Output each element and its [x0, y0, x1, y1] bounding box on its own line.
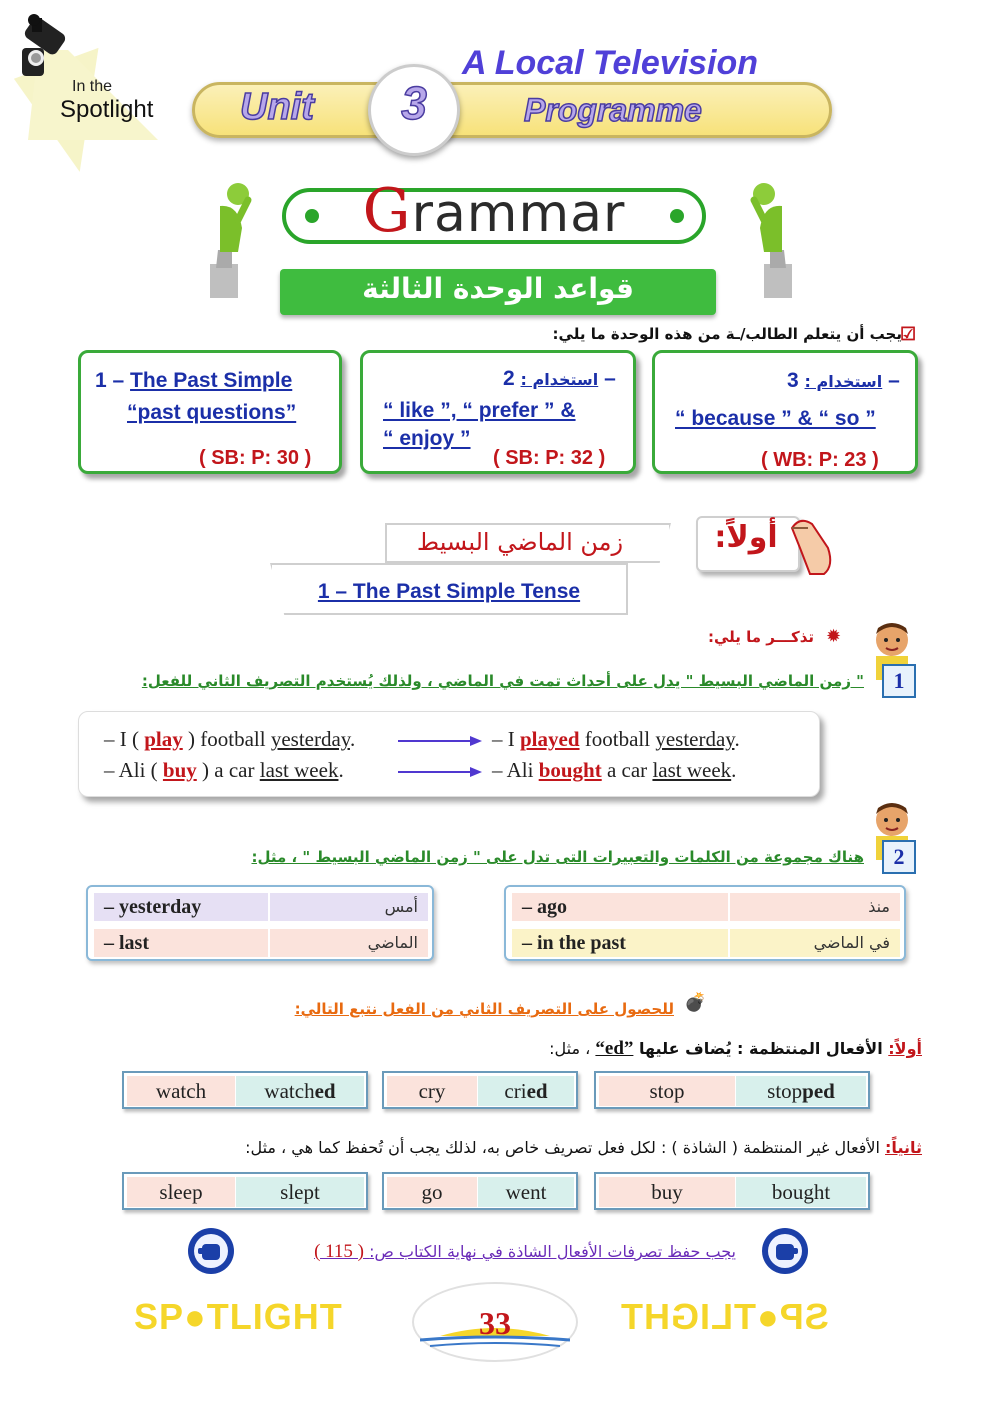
footer-spotlight-left: SP●TLIGHT — [134, 1296, 343, 1337]
arrow-right-icon — [398, 735, 482, 747]
example-1-base: – I ( play ) football yesterday. — [104, 727, 356, 751]
footer-spotlight-right: SP●TLIGHT — [620, 1296, 829, 1337]
verb-base: stop — [599, 1076, 735, 1106]
verb-pair — [594, 1071, 870, 1109]
verb-pair — [594, 1172, 870, 1210]
topic-2-line2: “ enjoy ” — [383, 427, 471, 450]
verb-past: slept — [236, 1177, 364, 1207]
verb-pair — [122, 1071, 368, 1109]
keyword-ar: الماضي — [268, 929, 428, 957]
thinking-figure-icon — [198, 180, 260, 300]
unit-number: 3 — [401, 77, 427, 129]
topic-3-heading: استخدام : 3 – — [787, 369, 900, 392]
verb-past: bought — [736, 1177, 866, 1207]
verb-base: watch — [127, 1076, 235, 1106]
topic-3-ref: ( WB: P: 23 ) — [761, 449, 879, 471]
burst-icon: ✹ — [826, 626, 842, 646]
topic-2-ref: ( SB: P: 32 ) — [493, 447, 606, 469]
keyword-en: – ago — [522, 896, 567, 918]
topic-box-2 — [360, 350, 636, 474]
logo-text-in-the: In the — [72, 78, 113, 95]
examples-box — [78, 711, 820, 797]
topic-box-3 — [652, 350, 918, 474]
topic-1-title: 1 – The Past Simple — [95, 369, 293, 392]
bomb-icon: 💣 — [684, 992, 707, 1012]
grammar-title: Grammar — [362, 176, 626, 246]
arabic-section-title: زمن الماضي البسيط — [416, 528, 624, 556]
keyword-en: – in the past — [522, 932, 626, 954]
thinking-figure-icon — [742, 180, 804, 300]
keyword-row — [94, 893, 428, 921]
point-number-2: 2 — [882, 840, 916, 874]
topic-2-heading: استخدام : 2 – — [503, 367, 616, 390]
keyword-row — [94, 929, 428, 957]
example-1-past: – I played football yesterday. — [492, 727, 740, 751]
verb-base: sleep — [127, 1177, 235, 1207]
must-learn-text: يجب أن يتعلم الطالب/ـة من هذه الوحدة ما يلي: — [552, 325, 902, 343]
keyword-ar: أمس — [268, 893, 428, 921]
verb-pair — [382, 1071, 578, 1109]
memorize-note: يجب حفظ تصرفات الأفعال الشاذة في نهاية الكتاب ص: ( 115 ) — [314, 1241, 736, 1262]
keywords-box-right — [504, 885, 906, 961]
verb-past: went — [478, 1177, 574, 1207]
verb-pair — [382, 1172, 578, 1210]
pointing-hand-icon — [790, 508, 836, 578]
example-2-base: – Ali ( buy ) a car last week. — [104, 758, 344, 782]
oula-text: أولاً: — [714, 520, 778, 555]
point-1-text: " زمن الماضي البسيط " يدل على أحداث تمت في الماضي ، ولذلك يُستخدم التصريف الثاني للفعل: — [141, 672, 864, 690]
page-number: 33 — [479, 1305, 511, 1341]
keyword-en: – last — [104, 932, 149, 954]
checkbox-icon: ☑ — [900, 324, 917, 344]
logo-text-spotlight: Spotlight — [60, 96, 154, 123]
unit-title-line1: A Local Television — [462, 44, 759, 82]
arrow-right-icon — [398, 766, 482, 778]
keyword-row — [512, 893, 900, 921]
pointing-finger-icon — [186, 1226, 236, 1276]
second-form-title: للحصول على التصريف الثاني من الفعل نتبع التالي: — [294, 1000, 674, 1018]
point-number-1: 1 — [882, 664, 916, 698]
keyword-row — [512, 929, 900, 957]
unit-label: Unit — [240, 86, 314, 128]
arabic-banner-text: قواعد الوحدة الثالثة — [362, 272, 634, 305]
verb-past: cried — [478, 1076, 574, 1106]
verb-base: buy — [599, 1177, 735, 1207]
topic-1-subtitle: “past questions” — [127, 401, 297, 424]
unit-title-line2: Programme — [524, 92, 702, 128]
topic-2-line1: “ like ”, “ prefer ” & — [383, 399, 576, 422]
verb-pair — [122, 1172, 368, 1210]
verb-base: cry — [387, 1076, 477, 1106]
topic-3-line1: “ because ” & “ so ” — [675, 407, 876, 430]
regular-verbs-rule: أولاً: الأفعال المنتظمة : يُضاف عليها “ed” ، مثل: — [549, 1038, 922, 1059]
keyword-en: – yesterday — [104, 896, 202, 918]
pointing-finger-icon — [760, 1226, 810, 1276]
topic-1-ref: ( SB: P: 30 ) — [199, 447, 312, 469]
keywords-box-left — [86, 885, 434, 961]
verb-base: go — [387, 1177, 477, 1207]
irregular-verbs-rule: ثانياً: الأفعال غير المنتظمة ( الشاذة ) : لكل فعل تصريف خاص به، لذلك يجب أن تُحفظ كما هي ، مثل: — [245, 1138, 922, 1157]
english-section-title: 1 – The Past Simple Tense — [317, 580, 581, 603]
example-2-past: – Ali bought a car last week. — [492, 758, 737, 782]
verb-past: watched — [236, 1076, 364, 1106]
topic-box-1 — [78, 350, 342, 474]
verb-past: stopped — [736, 1076, 866, 1106]
remember-heading: تذكـــر ما يلي: — [707, 628, 814, 646]
keyword-ar: منذ — [728, 893, 900, 921]
point-2-text: هناك مجموعة من الكلمات والتعبيرات التى تدل على " زمن الماضي البسيط " ، مثل: — [251, 848, 864, 866]
keyword-ar: في الماضي — [728, 929, 900, 957]
